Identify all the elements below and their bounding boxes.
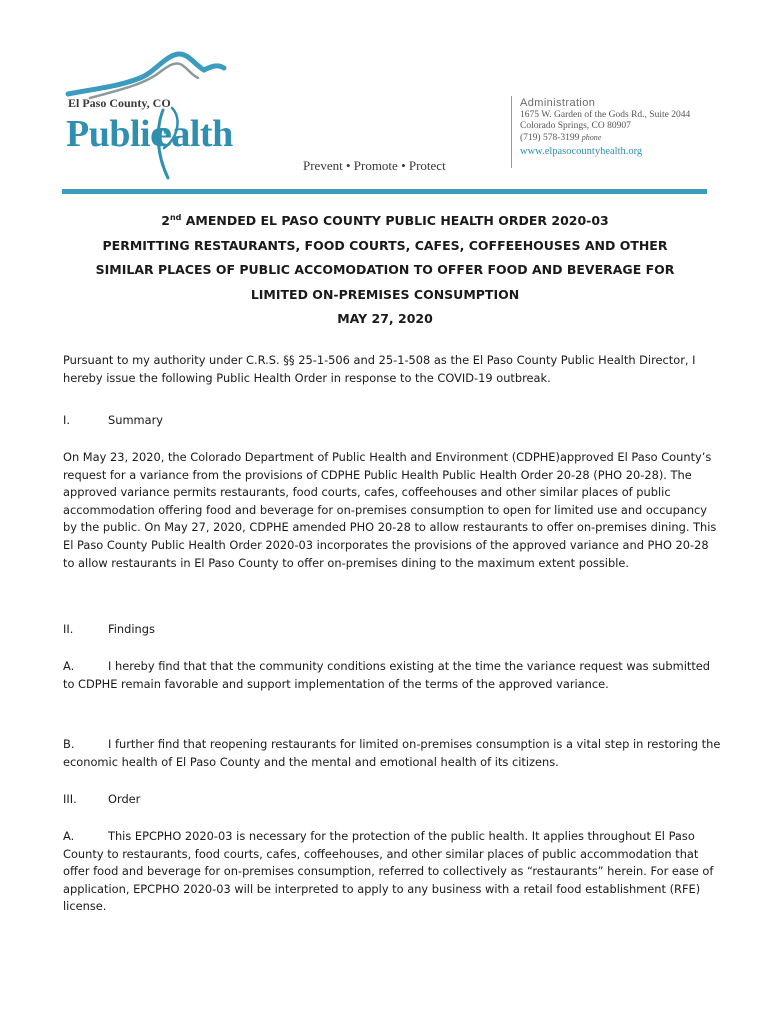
finding-a-paragraph: [63, 658, 723, 693]
phone-label: phone: [581, 133, 602, 142]
item-label: A.: [63, 659, 75, 673]
section-number: II.: [63, 622, 74, 636]
letterhead: [0, 0, 770, 200]
item-label: A.: [63, 829, 75, 843]
address-line-2: Colorado Springs, CO 80907: [520, 121, 631, 131]
section-title: Summary: [108, 413, 164, 427]
section-title: Order: [108, 792, 141, 806]
section-heading-order: [63, 791, 140, 808]
section-number: III.: [63, 792, 77, 806]
tagline: Prevent • Promote • Protect: [303, 158, 446, 173]
phone-line: [520, 132, 690, 144]
website-link[interactable]: www.elpasocountyhealth.org: [520, 146, 643, 157]
document-title: [60, 209, 710, 332]
admin-title: Administration: [520, 97, 596, 109]
item-text: I hereby find that that the community conditions existing at the time the variance request was submitted to CDPHE remain favorable and support implementation of the terms of the approved variance.: [63, 659, 711, 691]
title-superscript: nd: [169, 213, 182, 222]
header-divider: [62, 189, 707, 194]
summary-paragraph: On May 23, 2020, the Colorado Department of Public Health and Environment (CDPHE)approved El Paso County’s request for a variance from the provisions of CDPHE Public Health Public Health Order 20-28 (PHO 20-28). The approved variance permits restaurants, food courts, cafes, coffeehouses and other similar places of public accommodation offering food and beverage for on-premises consumption to open for limited use and occupancy by the public. On May 27, 2020, CDPHE amended PHO 20-28 to allow restaurants to offer on-premises dining. This El Paso County Public Health Order 2020-03 incorporates the provisions of the approved variance and PHO 20-28 to allow restaurants in El Paso County to offer on-premises dining to the maximum extent possible.: [63, 450, 717, 570]
finding-b-paragraph: [63, 736, 723, 771]
item-label: B.: [63, 737, 75, 751]
title-date: MAY 27, 2020: [337, 311, 433, 326]
title-line-1: 2nd AMENDED EL PASO COUNTY PUBLIC HEALTH ORDER 2020-03: [161, 213, 609, 228]
section-heading-summary: [63, 412, 163, 429]
logo-word-health: ealth: [155, 113, 233, 155]
section-heading-findings: [63, 621, 155, 638]
item-text: I further find that reopening restaurants for limited on-premises consumption is a vital step in restoring the economic health of El Paso County and the mental and emotional health of its citizens.: [63, 737, 721, 769]
address-line-1: 1675 W. Garden of the Gods Rd., Suite 2044: [520, 110, 691, 120]
county-name: El Paso County, CO: [68, 96, 171, 110]
order-a-paragraph: [63, 828, 723, 916]
title-line-2: PERMITTING RESTAURANTS, FOOD COURTS, CAFES, COFFEEHOUSES AND OTHER: [102, 237, 668, 253]
section-title: Findings: [108, 622, 155, 636]
contact-block: [511, 96, 690, 168]
intro-paragraph: Pursuant to my authority under C.R.S. §§ 25-1-506 and 25-1-508 as the El Paso County Public Health Director, I hereby issue the following Public Health Order in response to the COVID-19 outbreak.: [63, 353, 696, 385]
title-line-3: SIMILAR PLACES OF PUBLIC ACCOMODATION TO OFFER FOOD AND BEVERAGE FOR: [95, 262, 675, 277]
section-number: I.: [63, 413, 70, 427]
title-line-4: LIMITED ON-PREMISES CONSUMPTION: [250, 286, 520, 302]
phone-number: (719) 578-3199: [520, 133, 580, 143]
logo-word-public: Public: [66, 113, 167, 155]
item-text: This EPCPHO 2020-03 is necessary for the protection of the public health. It applies throughout El Paso County to restaurants, food courts, cafes, coffeehouses, and other similar places of public accommodation that offer food and beverage for on-premises consumption, referred to collectively as “restaurants” herein. For ease of application, EPCPHO 2020-03 will be interpreted to apply to any business with a retail food establishment (RFE) license.: [63, 829, 714, 914]
